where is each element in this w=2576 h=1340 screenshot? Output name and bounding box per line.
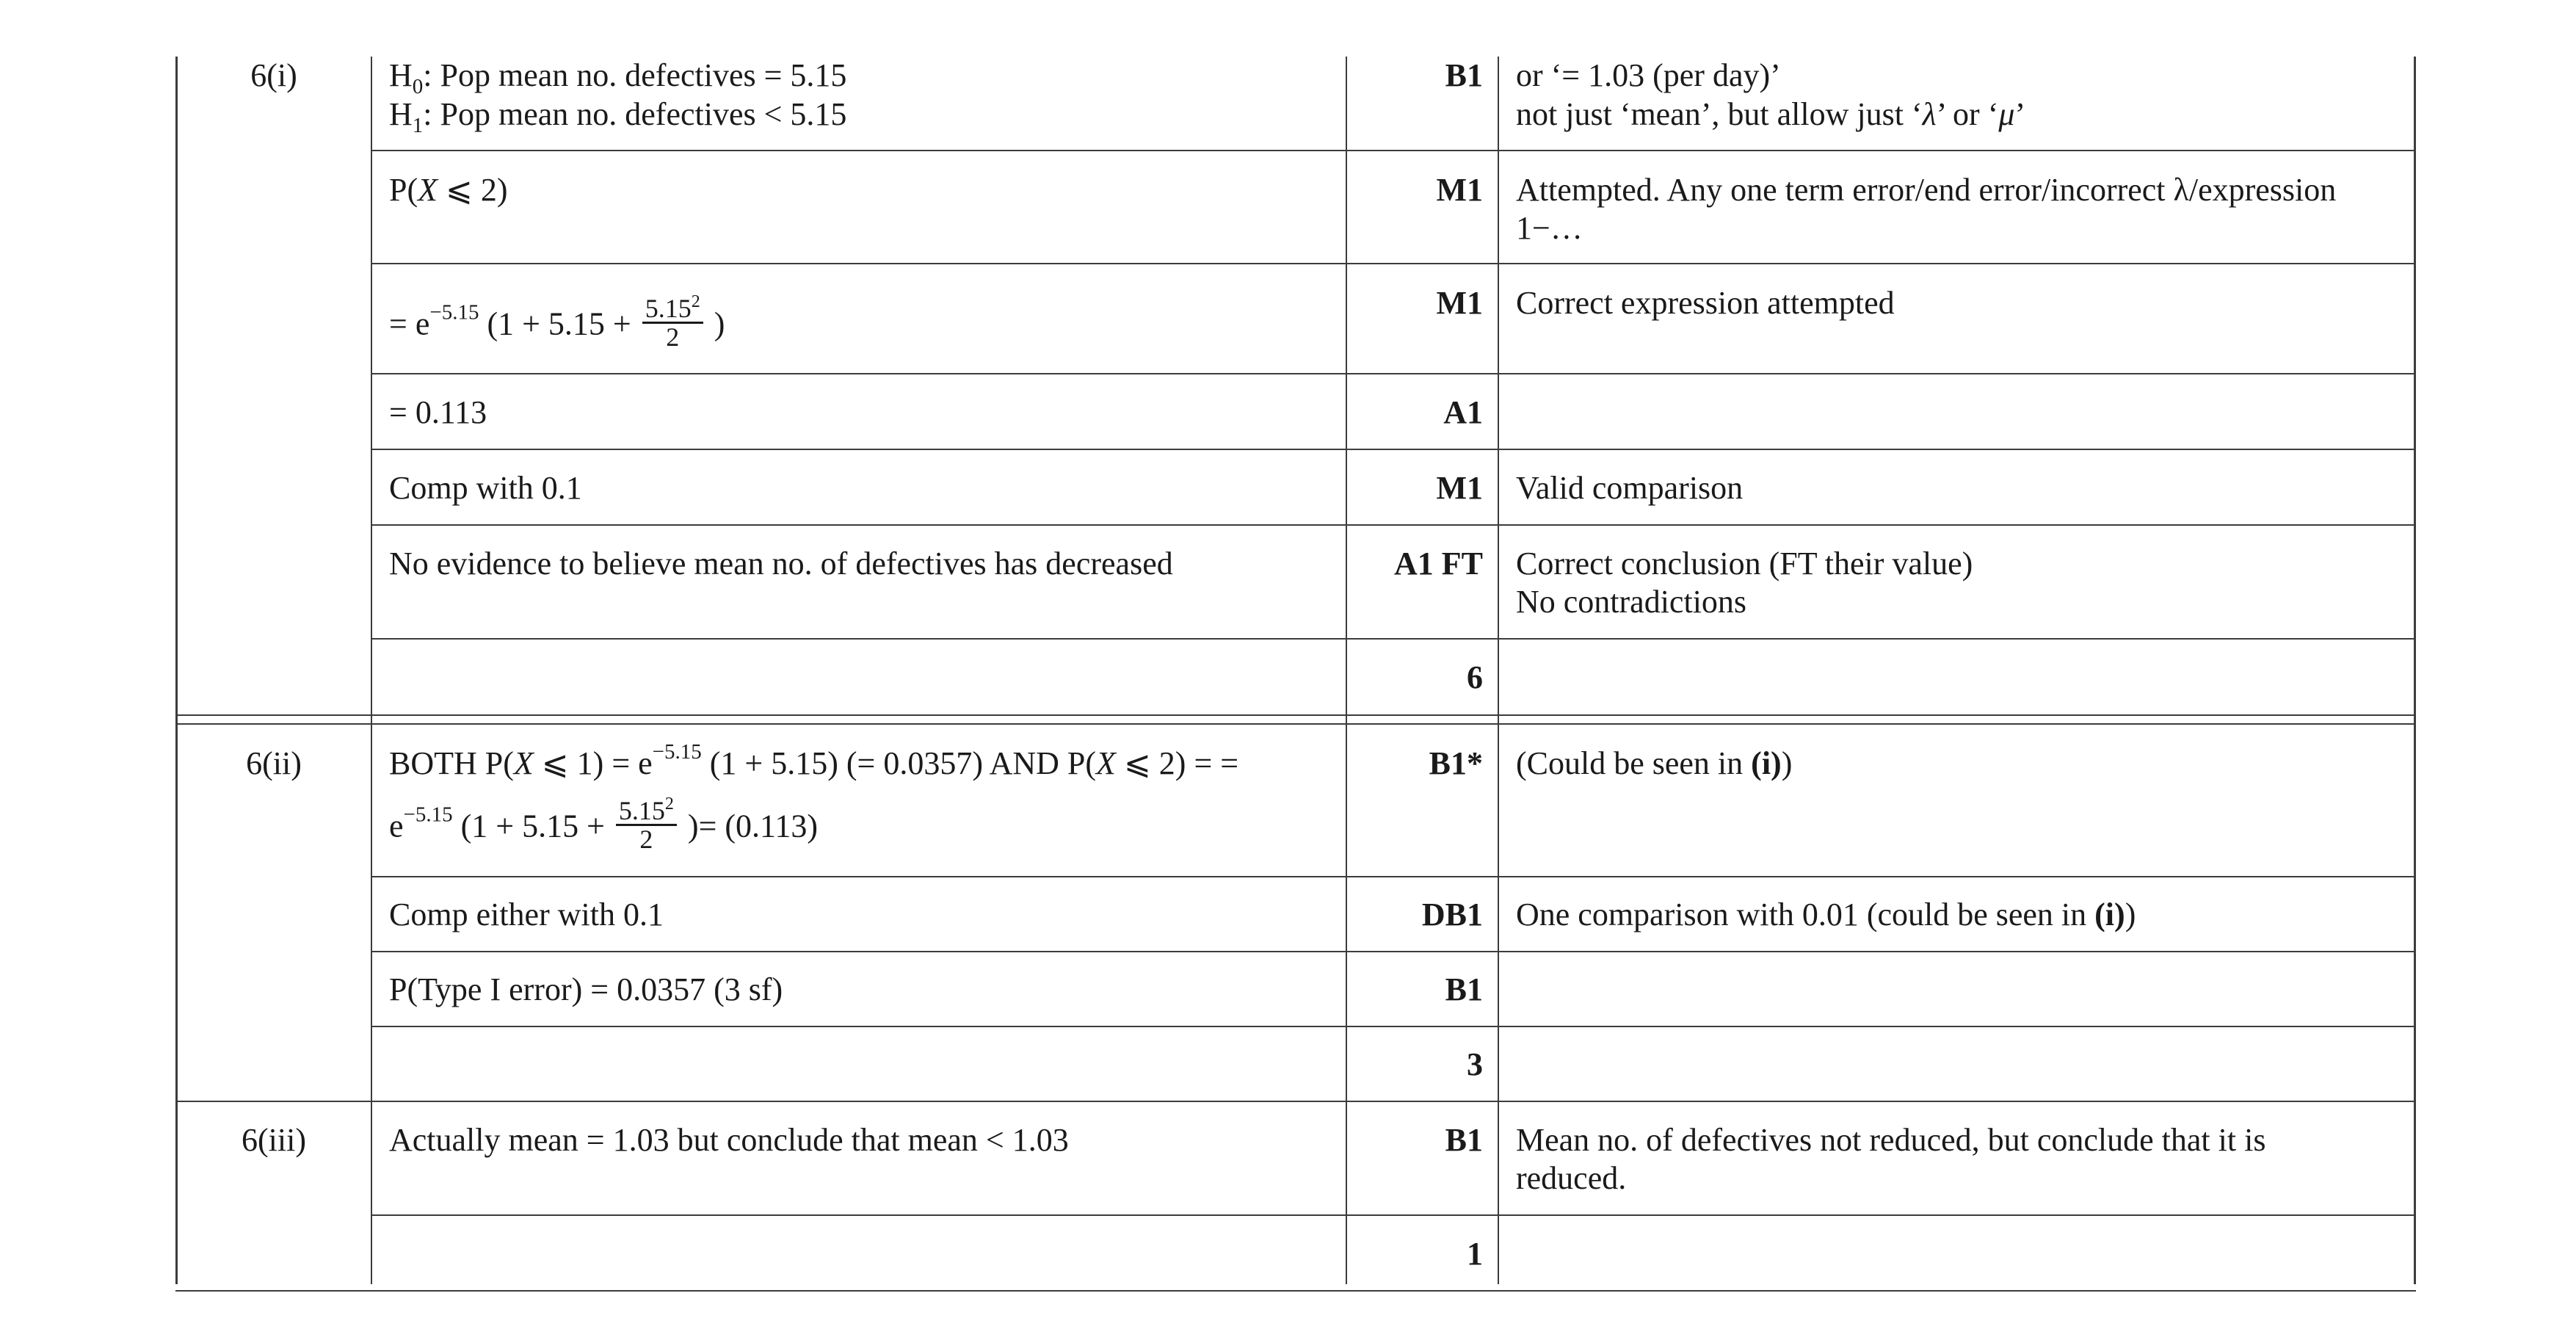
- row-divider: [371, 524, 2416, 526]
- guidance-text: 1−…: [1516, 210, 1583, 246]
- comparison-text: Comp either with 0.1: [389, 897, 664, 932]
- poisson-expression: = $e^{-5.15}$ (1 + 5.15 + $\frac{5.15^2}{2}$ ): [389, 292, 725, 352]
- row-divider: [371, 1214, 2416, 1216]
- guidance-text: Correct conclusion (FT their value): [1516, 546, 1973, 582]
- both-probabilities-line2: $e^{-5.15}$ (1 + 5.15 + $\frac{5.15^2}{2}$ )= (0.113): [389, 794, 819, 854]
- comparison-text: Comp with 0.1: [389, 470, 582, 506]
- row-divider: [371, 263, 2416, 264]
- alternative-hypothesis: $H_1$: Pop mean no. defectives < 5.15: [389, 96, 847, 137]
- fraction: $\frac{5.15^2}{2}$: [616, 797, 677, 852]
- guidance-text: reduced.: [1516, 1160, 1627, 1196]
- total-marks: 6: [1467, 659, 1483, 695]
- guidance-text: (Could be seen in (i)): [1516, 745, 1793, 781]
- guidance-text: No contradictions: [1516, 584, 1747, 620]
- both-probabilities-line1: BOTH P(X ⩽ $1) = e^{-5.15}$ (1 + 5.15) (= 0.0357) AND P(X ⩽ 2) = =: [389, 740, 1239, 781]
- question-number: 6(ii): [246, 745, 302, 781]
- mark-code: M1: [1436, 470, 1483, 506]
- mark-code: B1: [1445, 971, 1483, 1007]
- section-divider-double-top: [175, 714, 2416, 716]
- section-divider-double-bottom: [175, 723, 2416, 725]
- row-divider: [371, 449, 2416, 450]
- guidance-text: or ‘= 1.03 (per day)’: [1516, 57, 1781, 93]
- probability-value: = 0.113: [389, 394, 487, 430]
- section-divider: [175, 1101, 2416, 1102]
- table-border-bottom: [175, 1290, 2416, 1292]
- mark-code: B1: [1445, 1122, 1483, 1158]
- mark-code: A1: [1443, 394, 1483, 430]
- type-one-error: P(Type I error) = 0.0357 (3 sf): [389, 971, 783, 1007]
- row-divider: [371, 373, 2416, 374]
- guidance-text: Correct expression attempted: [1516, 285, 1895, 321]
- question-number: 6(i): [250, 57, 297, 93]
- total-marks: 1: [1467, 1236, 1483, 1272]
- total-marks: 3: [1467, 1046, 1483, 1082]
- answer-text: Actually mean = 1.03 but conclude that mean < 1.03: [389, 1122, 1069, 1158]
- mark-code: B1: [1445, 57, 1483, 93]
- probability-statement: P(X ⩽ 2): [389, 172, 508, 208]
- mark-code: A1 FT: [1394, 546, 1483, 582]
- row-divider: [371, 951, 2416, 952]
- row-divider: [371, 150, 2416, 151]
- fraction: $\frac{5.15^2}{2}$: [642, 295, 703, 350]
- row-divider: [371, 876, 2416, 877]
- conclusion-text: No evidence to believe mean no. of defectives has decreased: [389, 546, 1173, 582]
- guidance-text: Mean no. of defectives not reduced, but conclude that it is: [1516, 1122, 2266, 1158]
- guidance-text: One comparison with 0.01 (could be seen in (i)): [1516, 897, 2136, 932]
- row-divider: [371, 638, 2416, 640]
- question-number: 6(iii): [242, 1122, 306, 1158]
- mark-code: M1: [1436, 285, 1483, 321]
- guidance-text: Attempted. Any one term error/end error/incorrect λ/expression: [1516, 172, 2337, 208]
- guidance-text: Valid comparison: [1516, 470, 1744, 506]
- mark-code: DB1: [1421, 897, 1483, 932]
- guidance-text: not just ‘mean’, but allow just ‘λ’ or ‘μ’: [1516, 96, 2026, 132]
- mark-code: B1*: [1429, 745, 1483, 781]
- mark-code: M1: [1436, 172, 1483, 208]
- null-hypothesis: $H_0$: Pop mean no. defectives = 5.15: [389, 57, 847, 98]
- row-divider: [371, 1026, 2416, 1027]
